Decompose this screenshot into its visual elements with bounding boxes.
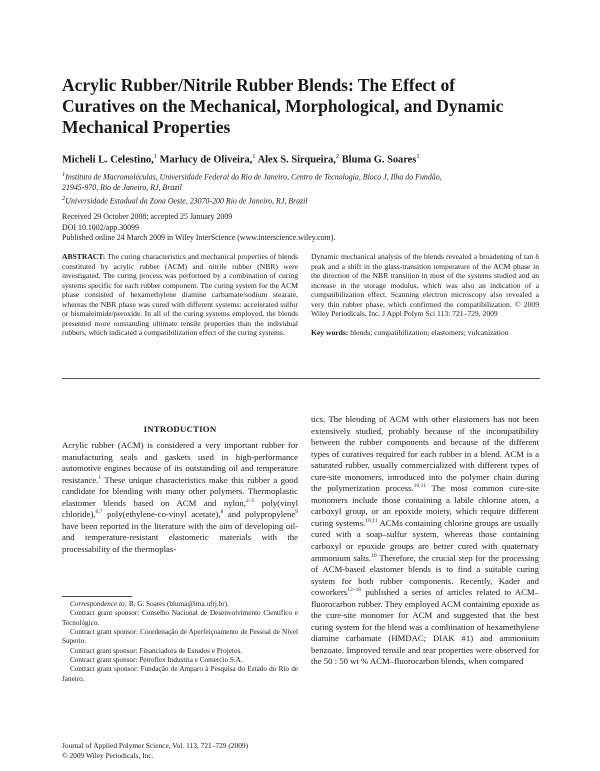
author-name: Micheli L. Celestino,	[62, 154, 154, 166]
citation: 1	[98, 474, 102, 481]
journal-citation: Journal of Applied Polymer Science, Vol. 113, 721–729 (2009)	[62, 741, 249, 750]
intro-right-column: tics. The blending of ACM with other elastomers has not been extensively studied, probably because of the incompatibility between the rubber components and because of the different types of curatives required for each rubber in a blend. ACM is a saturated rubber, usually commercialized with different types of cure-site monomers, introduced into the polymer chain during the polymerization process.$^{10,11}$ The most common cure-site monomers include those containing a labile chlorine atom, a carboxyl group, or an epoxide moiety, which require different curing systems.$^{10,11}$ ACMs containing chlorine groups are usually cured with a soap–sulfur system, whereas those containing carboxyl or epoxide groups are better cured with quaternary ammonium salts.$^{10}$ Therefore, the crucial step for the processing of ACM-based elastomer blends is to find a suitable curing system for both rubber components. Recently, Kader and coworkers$^{12-16}$ published a series of articles related to ACM–fluorocarbon rubber. They employed ACM containing epoxide as the cure-site monomer for ACM and suggested that the best curing system for the blend was a combination of hexamethylene diamine carbamate (HMDAC; DIAK #1) and ammonium benzoate. Improved tensile and tear properties were observed for the 50 : 50 wt % ACM–fluorocarbon blends, when compared	[311, 414, 539, 667]
affiliation: $^1$Instituto de Macromoléculas, Universidade Federal do Rio de Janeiro, Centro de Tecnologia, Bloco J, Ilha do Fundão,	[62, 171, 442, 182]
citation: 12–16	[347, 587, 362, 594]
citation: 10,11	[413, 483, 427, 490]
footnotes	[62, 600, 298, 684]
received-date: Received 29 October 2008; accepted 25 January 2009	[62, 212, 233, 221]
footnote-correspondence: Correspondence to: B. G. Soares (bluma@ima.ufrj.br).	[70, 600, 229, 608]
author-affiliation-mark: 1	[416, 153, 420, 160]
title-line: Acrylic Rubber/Nitrile Rubber Blends: The Effect of	[62, 75, 456, 95]
author-name: Marlucy de Oliveira,	[159, 154, 253, 166]
published-online: Published online 24 March 2009 in Wiley InterScience (www.interscience.wiley.com).	[62, 233, 336, 242]
author-name: Bluma G. Soares	[341, 154, 417, 166]
author-affiliation-mark: 2	[335, 153, 340, 160]
keywords-label: Key words:	[311, 327, 349, 337]
paper-title	[62, 75, 542, 138]
citation: 6,7	[95, 509, 103, 516]
citation: 9	[295, 509, 298, 516]
citation: 2–5	[245, 497, 255, 504]
citation: 10	[371, 552, 377, 559]
journal-info	[62, 741, 298, 760]
author-affiliation-mark: 1	[153, 153, 158, 160]
footnote-grant: Contract grant sponsor: Coordenação de Aperfeiçoamento de Pessoal de Nível Superio.	[62, 628, 298, 646]
doi: DOI 10.1002/app.30099	[62, 222, 139, 232]
citation: 8	[220, 509, 224, 516]
abstract-text: The curing characteristics and mechanical properties of blends constituted by acrylic rubber (ACM) and nitrile rubber (NBR) were investigated. The curing process was performed by a combination of curing systems specific for each rubber component. The curing system for the ACM phase consisted of hexamethylene diamine carbamate/sodium stearate, whereas the NBR phase was cured with different systems: accelerated sulfur or bismaleimide/peroxide. In all of the curing systems employed, the blends presented more outstanding ultimate tensile properties than the individual rubbers, which indicated a compatibilization effect of the curing systems.	[62, 252, 298, 338]
abstract-text-continued: Dynamic mechanical analysis of the blends revealed a broadening of tan δ peak and a shift in the glass-transition temperature of the ACM phase in the direction of the NBR transition in most of the systems studied and an increase in the storage modulus, which was also an indication of a compatibilization effect. Scanning electron microscopy also revealed a very thin rubber phase, which confirmed the compatibilization. © 2009 Wiley Periodicals, Inc. J Appl Polym Sci 113: 721–729, 2009	[311, 252, 539, 319]
affiliations	[62, 170, 502, 207]
abstract-left-column	[62, 252, 298, 338]
author-name: Alex S. Sirqueira,	[257, 154, 336, 166]
intro-left-column: Acrylic rubber (ACM) is considered a very important rubber for manufacturing seals and gaskets used in high-performance automotive engines because of its outstanding oil and temperature resistance.$^1$ These unique characteristics make this rubber a good candidate for blending with many other polymers. Thermoplastic elastomer blends based on ACM and nylon,$^{2-5}$ poly(vinyl chloride),$^{6,7}$ poly(ethylene-co-vinyl acetate),$^8$ and polypropylene$^9$ have been reported in the literature with the aim of developing oil- and temperature-resistant elastomeric materials with the processability of the thermoplas-	[62, 440, 298, 554]
abstract-label: ABSTRACT:	[62, 252, 106, 261]
keywords	[311, 328, 539, 338]
author-affiliation-mark: 1	[252, 153, 256, 160]
footnote-grant: Contract grant sponsor: Conselho Nacional de Desenvolvimento Científico e Tecnológico.	[62, 609, 298, 627]
copyright: © 2009 Wiley Periodicals, Inc.	[62, 750, 154, 760]
affiliation-continued: 21945-970, Rio de Janeiro, RJ, Brazil	[62, 183, 182, 193]
section-heading-introduction: INTRODUCTION	[143, 424, 217, 434]
footnote-grant: Contract grant sponsor: Financiadora de Estudos e Projetos.	[70, 646, 243, 655]
affiliation: $^2$Universidade Estadual da Zona Oeste, 23070-200 Rio de Janeiro, RJ, Brazil	[62, 194, 308, 206]
footnote-grant: Contract grant sponsor: Petroflex Industria e Comercio S.A.	[70, 656, 243, 665]
publication-history	[62, 212, 542, 244]
title-line: Mechanical Properties	[62, 117, 231, 137]
footnote-grant: Contract grant sponsor: Fundação de Amparo à Pesquisa do Estado do Rio de Janeiro.	[62, 665, 298, 683]
abstract-divider	[62, 378, 540, 379]
footnote-divider	[62, 596, 132, 597]
keywords-text: blends; compatibilization; elastomers; vulcanization	[350, 327, 509, 337]
title-line: Curatives on the Mechanical, Morphological, and Dynamic	[62, 96, 504, 116]
author-list	[62, 150, 542, 166]
citation: 10,11	[365, 518, 378, 525]
abstract-right-column	[311, 252, 539, 337]
